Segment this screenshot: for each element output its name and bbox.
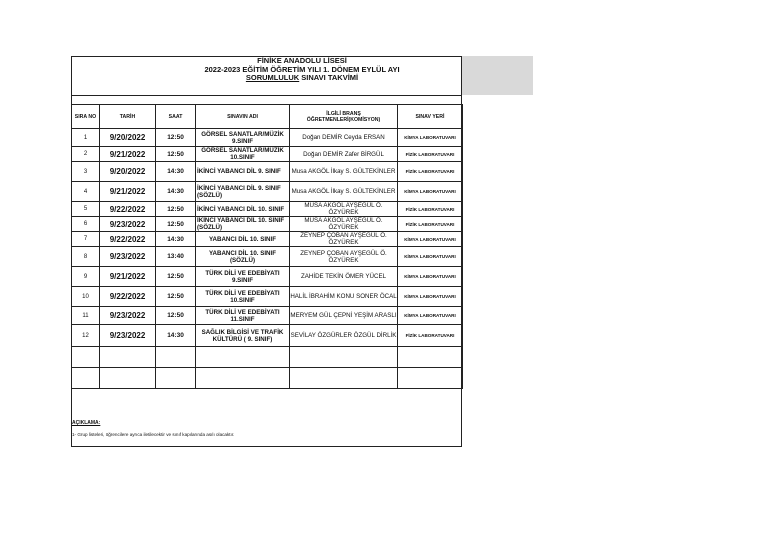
col-date: TARİH	[100, 105, 156, 129]
title-divider	[71, 95, 462, 96]
row-location: KİMYA LABORATUVARI	[398, 247, 463, 267]
row-time: 12:50	[156, 147, 196, 162]
row-location: FİZİK LABORATUVARI	[398, 162, 463, 182]
row-date: 9/22/2022	[100, 287, 156, 307]
row-exam: TÜRK DİLİ VE EDEBİYATI 10.SINIF	[196, 287, 290, 307]
frame-bottom	[71, 446, 462, 447]
row-location: KİMYA LABORATUVARI	[398, 232, 463, 247]
row-no: 12	[72, 325, 100, 347]
row-time: 12:50	[156, 217, 196, 232]
row-exam: YABANCI DİL 10. SINIF	[196, 232, 290, 247]
row-teachers: MUSA AKGÖL AYŞEGÜL Ö. ÖZYÜREK	[290, 217, 398, 232]
row-teachers: Musa AKGÖL İlkay S. GÜLTEKİNLER	[290, 182, 398, 202]
row-date: 9/22/2022	[100, 202, 156, 217]
row-time: 12:50	[156, 287, 196, 307]
table-row	[72, 162, 463, 182]
notes-text: 1- Grup listeleri, öğrencilere ayrıca iletilecektir ve sınıf kapılarında asılı olacaktır.	[72, 432, 235, 437]
schedule-title	[71, 74, 533, 83]
row-teachers: ZEYNEP ÇOBAN AYŞEGÜL Ö. ÖZYÜREK	[290, 247, 398, 267]
row-exam: İKİNCİ YABANCI DİL 9. SINIF	[196, 162, 290, 182]
row-location: KİMYA LABORATUVARI	[398, 307, 463, 325]
table-row	[72, 287, 463, 307]
row-location: FİZİK LABORATUVARI	[398, 147, 463, 162]
row-time: 12:50	[156, 267, 196, 287]
row-no: 10	[72, 287, 100, 307]
row-date: 9/23/2022	[100, 217, 156, 232]
table-header	[72, 105, 463, 129]
notes-section	[72, 420, 461, 437]
blank-row	[72, 368, 463, 389]
row-exam: İKİNCİ YABANCI DİL 10. SINIF (SÖZLÜ)	[196, 217, 290, 232]
row-exam: SAĞLIK BİLGİSİ VE TRAFİK KÜLTÜRÜ ( 9. SINIF)	[196, 325, 290, 347]
row-exam: GÖRSEL SANATLAR/MÜZİK 9.SINIF	[196, 129, 290, 147]
table-row	[72, 217, 463, 232]
row-location: KİMYA LABORATUVARI	[398, 129, 463, 147]
row-exam: GÖRSEL SANATLAR/MÜZİK 10.SINIF	[196, 147, 290, 162]
row-teachers: MERYEM GÜL ÇEPNİ YEŞİM ARASLI	[290, 307, 398, 325]
row-date: 9/23/2022	[100, 325, 156, 347]
row-date: 9/21/2022	[100, 147, 156, 162]
row-no: 9	[72, 267, 100, 287]
row-location: FİZİK LABORATUVARI	[398, 217, 463, 232]
row-location: KİMYA LABORATUVARI	[398, 287, 463, 307]
col-location: SINAV YERİ	[398, 105, 463, 129]
table-row	[72, 325, 463, 347]
row-date: 9/21/2022	[100, 267, 156, 287]
col-exam: SINAVIN ADI	[196, 105, 290, 129]
table-row	[72, 307, 463, 325]
row-date: 9/20/2022	[100, 129, 156, 147]
row-exam: İKİNCİ YABANCI DİL 9. SINIF (SÖZLÜ)	[196, 182, 290, 202]
table-row	[72, 232, 463, 247]
row-location: KİMYA LABORATUVARI	[398, 182, 463, 202]
title-rest: SINAVI TAKVİMİ	[299, 73, 359, 82]
row-no: 5	[72, 202, 100, 217]
row-no: 7	[72, 232, 100, 247]
table-row	[72, 202, 463, 217]
row-date: 9/22/2022	[100, 232, 156, 247]
school-name: FİNİKE ANADOLU LİSESİ	[257, 56, 347, 65]
row-no: 6	[72, 217, 100, 232]
document-title	[71, 56, 533, 83]
row-teachers: Musa AKGÖL İlkay S. GÜLTEKİNLER	[290, 162, 398, 182]
row-no: 4	[72, 182, 100, 202]
row-teachers: Doğan DEMİR Ceyda ERSAN	[290, 129, 398, 147]
row-teachers: HALİL İBRAHİM KONU SONER ÖCAL	[290, 287, 398, 307]
row-no: 3	[72, 162, 100, 182]
row-time: 14:30	[156, 162, 196, 182]
schedule-table	[71, 104, 463, 389]
title-block	[71, 56, 533, 95]
row-no: 1	[72, 129, 100, 147]
row-teachers: ZAHİDE TEKİN ÖMER YÜCEL	[290, 267, 398, 287]
row-date: 9/23/2022	[100, 307, 156, 325]
row-exam: TÜRK DİLİ VE EDEBİYATI 9.SINIF	[196, 267, 290, 287]
table-row	[72, 267, 463, 287]
row-no: 8	[72, 247, 100, 267]
row-teachers: MUSA AKGÖL AYŞEGÜL Ö. ÖZYÜREK	[290, 202, 398, 217]
term-line: 2022-2023 EĞİTİM ÖĞRETİM YILI 1. DÖNEM EYLÜL AYI	[204, 64, 400, 74]
row-location: FİZİK LABORATUVARI	[398, 325, 463, 347]
row-teachers: Doğan DEMİR Zafer BİRGÜL	[290, 147, 398, 162]
row-teachers: SEVİLAY ÖZGÜRLER ÖZGÜL DİRLİK	[290, 325, 398, 347]
row-time: 12:50	[156, 129, 196, 147]
col-teachers: İLGİLİ BRANŞ ÖĞRETMENLERİ(KOMİSYON)	[290, 105, 398, 129]
row-no: 2	[72, 147, 100, 162]
table-row	[72, 247, 463, 267]
row-date: 9/20/2022	[100, 162, 156, 182]
row-time: 12:50	[156, 202, 196, 217]
row-exam: İKİNCİ YABANCI DİL 10. SINIF	[196, 202, 290, 217]
row-date: 9/23/2022	[100, 247, 156, 267]
row-time: 13:40	[156, 247, 196, 267]
table-row	[72, 147, 463, 162]
row-time: 12:50	[156, 307, 196, 325]
row-date: 9/21/2022	[100, 182, 156, 202]
row-exam: YABANCI DİL 10. SINIF (SÖZLÜ)	[196, 247, 290, 267]
row-location: FİZİK LABORATUVARI	[398, 202, 463, 217]
title-underlined: SORUMLULUK	[245, 73, 300, 82]
blank-row	[72, 347, 463, 368]
frame-top	[71, 56, 462, 57]
table-row	[72, 182, 463, 202]
row-time: 14:30	[156, 182, 196, 202]
row-location: KİMYA LABORATUVARI	[398, 267, 463, 287]
table-row	[72, 129, 463, 147]
row-time: 14:30	[156, 325, 196, 347]
col-time: SAAT	[156, 105, 196, 129]
row-no: 11	[72, 307, 100, 325]
col-no: SIRA NO	[72, 105, 100, 129]
notes-title: AÇIKLAMA:	[72, 420, 101, 426]
row-exam: TÜRK DİLİ VE EDEBİYATI 11.SINIF	[196, 307, 290, 325]
row-time: 14:30	[156, 232, 196, 247]
row-teachers: ZEYNEP ÇOBAN AYŞEGÜL Ö. ÖZYÜREK	[290, 232, 398, 247]
